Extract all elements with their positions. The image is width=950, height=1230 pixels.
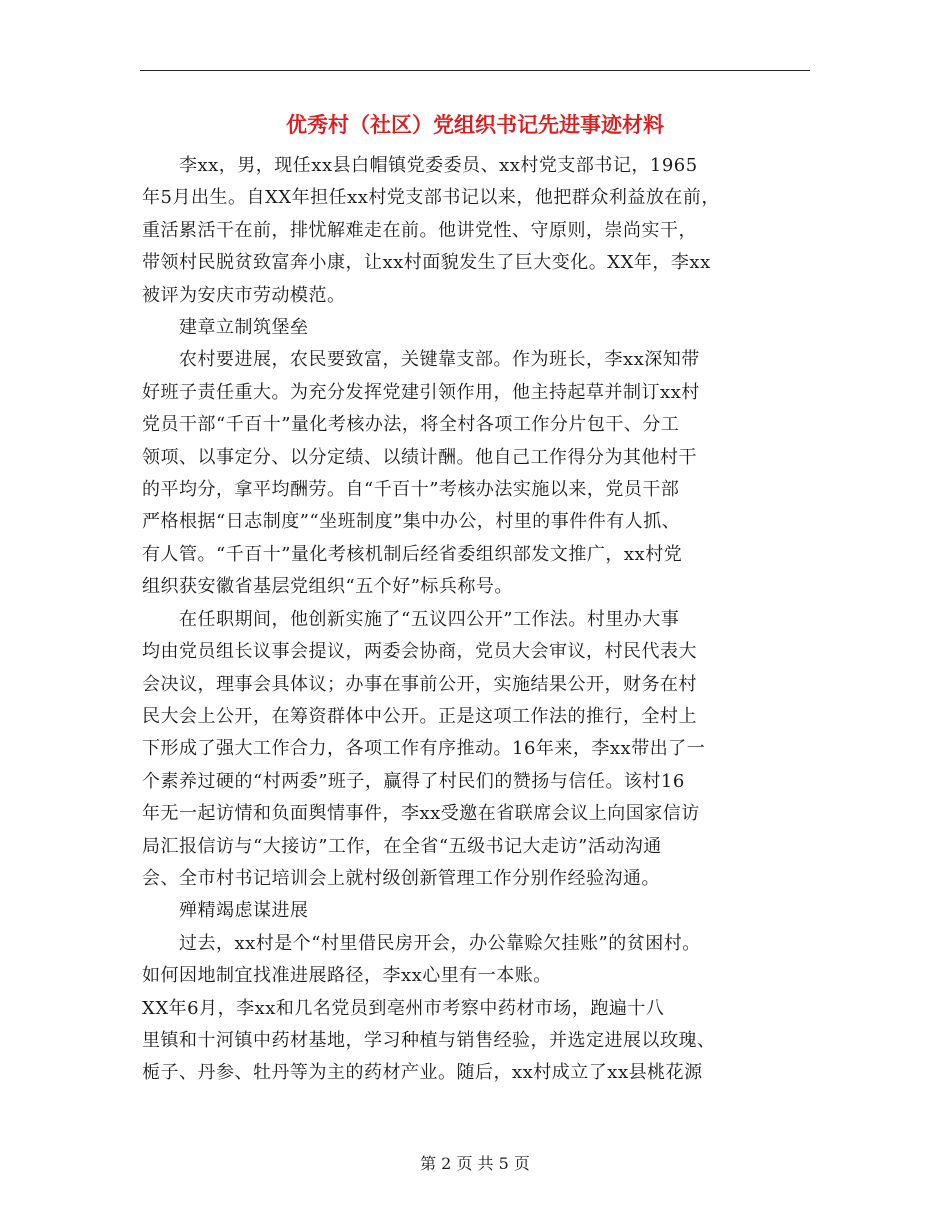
- paragraph: [142, 993, 814, 1090]
- paragraph: [142, 895, 814, 927]
- text-line: 殚精竭虑谋进展: [142, 900, 309, 922]
- text-line: 里镇和十河镇中药材基地，学习种植与销售经验，并选定进展以玫瑰、: [142, 1029, 716, 1051]
- text-line: 严格根据“日志制度”“坐班制度”集中办公，村里的事件件有人抓、: [142, 511, 681, 533]
- paragraph: [142, 604, 814, 896]
- header-rule: [140, 70, 810, 71]
- page-number-footer: 第 2 页 共 5 页: [420, 1154, 530, 1173]
- text-line: 在任职期间，他创新实施了“五议四公开”工作法。村里办大事: [142, 608, 680, 630]
- text-line: 栀子、丹参、牡丹等为主的药材产业。随后，xx村成立了xx县桃花源: [142, 1062, 703, 1084]
- text-line: 建章立制筑堡垒: [142, 317, 309, 339]
- text-line: 会决议，理事会具体议；办事在事前公开，实施结果公开，财务在村: [142, 673, 697, 695]
- paragraph: [142, 312, 814, 344]
- text-line: 好班子责任重大。为充分发挥党建引领作用，他主持起草并制订xx村: [142, 381, 700, 403]
- text-line: 重活累活干在前，排忧解难走在前。他讲党性、守原则，崇尚实干，: [142, 219, 697, 241]
- text-line: 李xx，男，现任xx县白帽镇党委委员、xx村党支部书记，1965: [142, 155, 698, 176]
- text-line: 的平均分，拿平均酬劳。自“千百十”考核办法实施以来，党员干部: [142, 479, 680, 501]
- text-line: 均由党员组长议事会提议，两委会协商，党员大会审议，村民代表大: [142, 641, 697, 663]
- text-line: 有人管。“千百十”量化考核机制后经省委组织部发文推广，xx村党: [142, 543, 683, 565]
- document-title: 优秀村（社区）党组织书记先进事迹材料: [286, 113, 664, 137]
- text-line: 个素养过硬的“村两委”班子，赢得了村民们的赞扬与信任。该村16: [142, 770, 685, 792]
- text-line: XX年6月，李xx和几名党员到亳州市考察中药材市场，跑遍十八: [142, 997, 665, 1019]
- text-line: 农村要进展，农民要致富，关键靠支部。作为班长，李xx深知带: [142, 349, 700, 371]
- text-line: 如何因地制宜找准进展路径，李xx心里有一本账。: [142, 965, 552, 987]
- text-line: 领项、以事定分、以分定绩、以绩计酬。他自己工作得分为其他村干: [142, 446, 697, 468]
- text-line: 下形成了强大工作合力，各项工作有序推动。16年来，李xx带出了一: [142, 738, 706, 760]
- paragraph: [142, 928, 814, 993]
- text-line: 过去，xx村是个“村里借民房开会，办公靠赊欠挂账”的贫困村。: [142, 932, 701, 954]
- text-line: 会、全市村书记培训会上就村级创新管理工作分别作经验沟通。: [142, 867, 660, 889]
- text-line: 局汇报信访与“大接访”工作，在全省“五级书记大走访”活动沟通: [142, 835, 662, 857]
- paragraph: [142, 150, 814, 312]
- text-line: 年5月出生。自XX年担任xx村党支部书记以来，他把群众利益放在前，: [142, 187, 720, 209]
- text-line: 党员干部“千百十”量化考核办法，将全村各项工作分片包干、分工: [142, 414, 680, 436]
- text-line: 年无一起访情和负面舆情事件，李xx受邀在省联席会议上向国家信访: [142, 803, 700, 825]
- text-line: 被评为安庆市劳动模范。: [142, 284, 346, 306]
- text-line: 组织获安徽省基层党组织“五个好”标兵称号。: [142, 576, 513, 598]
- document-body: [142, 150, 814, 1090]
- text-line: 带领村民脱贫致富奔小康，让xx村面貌发生了巨大变化。XX年，李xx: [142, 252, 711, 274]
- text-line: 民大会上公开，在筹资群体中公开。正是这项工作法的推行，全村上: [142, 705, 697, 727]
- paragraph: [142, 344, 814, 603]
